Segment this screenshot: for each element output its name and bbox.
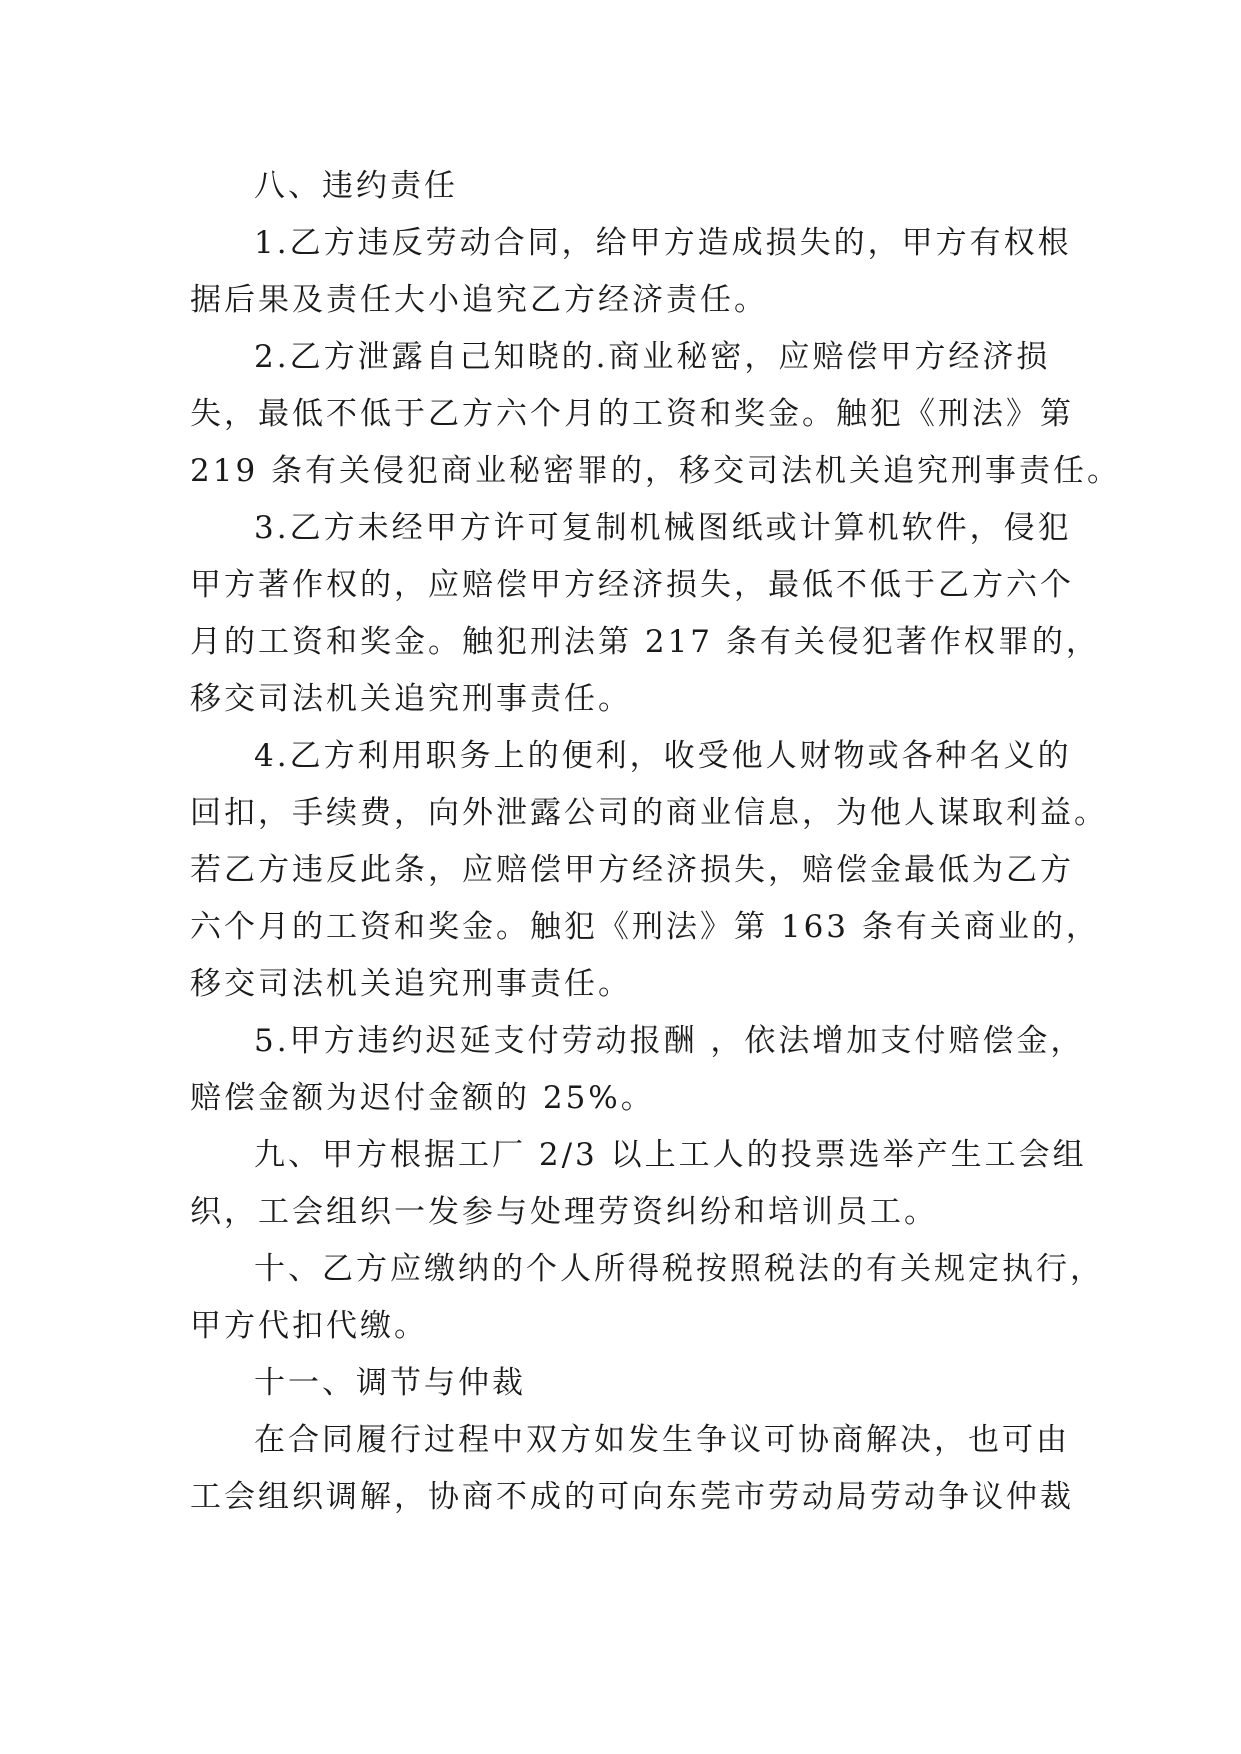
paragraph-line: 4.乙方利用职务上的便利，收受他人财物或各种名义的 (254, 738, 1072, 774)
section-line-union: 九、甲方根据工厂 2/3 以上工人的投票选举产生工会组 (254, 1137, 1087, 1173)
paragraph-line: 移交司法机关追究刑事责任。 (190, 966, 632, 1002)
paragraph-line: 1.乙方违反劳动合同，给甲方造成损失的，甲方有权根 (254, 225, 1072, 261)
paragraph-line: 219 条有关侵犯商业秘密罪的，移交司法机关追究刑事责任。 (190, 453, 1122, 489)
paragraph-line: 移交司法机关追究刑事责任。 (190, 681, 632, 717)
paragraph-line: 赔偿金额为迟付金额的 25%。 (190, 1080, 655, 1116)
paragraph-line: 回扣，手续费，向外泄露公司的商业信息，为他人谋取利益。 (190, 795, 1108, 831)
paragraph-line: 月的工资和奖金。触犯刑法第 217 条有关侵犯著作权罪的， (190, 624, 1100, 660)
paragraph-line: 3.乙方未经甲方许可复制机械图纸或计算机软件，侵犯 (254, 510, 1072, 546)
paragraph-line: 失，最低不低于乙方六个月的工资和奖金。触犯《刑法》第 (190, 396, 1074, 432)
paragraph-line: 甲方著作权的，应赔偿甲方经济损失，最低不低于乙方六个 (190, 567, 1074, 603)
paragraph-line: 若乙方违反此条，应赔偿甲方经济损失，赔偿金最低为乙方 (190, 852, 1074, 888)
paragraph-line: 据后果及责任大小追究乙方经济责任。 (190, 282, 768, 318)
paragraph-line: 甲方代扣代缴。 (190, 1308, 428, 1344)
paragraph-line: 在合同履行过程中双方如发生争议可协商解决，也可由 (254, 1422, 1070, 1458)
paragraph-line: 六个月的工资和奖金。触犯《刑法》第 163 条有关商业的， (190, 909, 1100, 945)
paragraph-line: 5.甲方违约迟延支付劳动报酬 ，依法增加支付赔偿金， (254, 1023, 1085, 1059)
section-heading-mediation-arbitration: 十一、调节与仲裁 (254, 1365, 526, 1401)
paragraph-line: 织，工会组织一发参与处理劳资纠纷和培训员工。 (190, 1194, 938, 1230)
paragraph-line: 工会组织调解，协商不成的可向东莞市劳动局劳动争议仲裁 (190, 1479, 1074, 1515)
section-line-income-tax: 十、乙方应缴纳的个人所得税按照税法的有关规定执行， (254, 1251, 1104, 1287)
section-heading-breach-liability: 八、违约责任 (254, 168, 458, 204)
document-body (190, 158, 1122, 1526)
paragraph-line: 2.乙方泄露自己知晓的.商业秘密，应赔偿甲方经济损 (254, 339, 1051, 375)
